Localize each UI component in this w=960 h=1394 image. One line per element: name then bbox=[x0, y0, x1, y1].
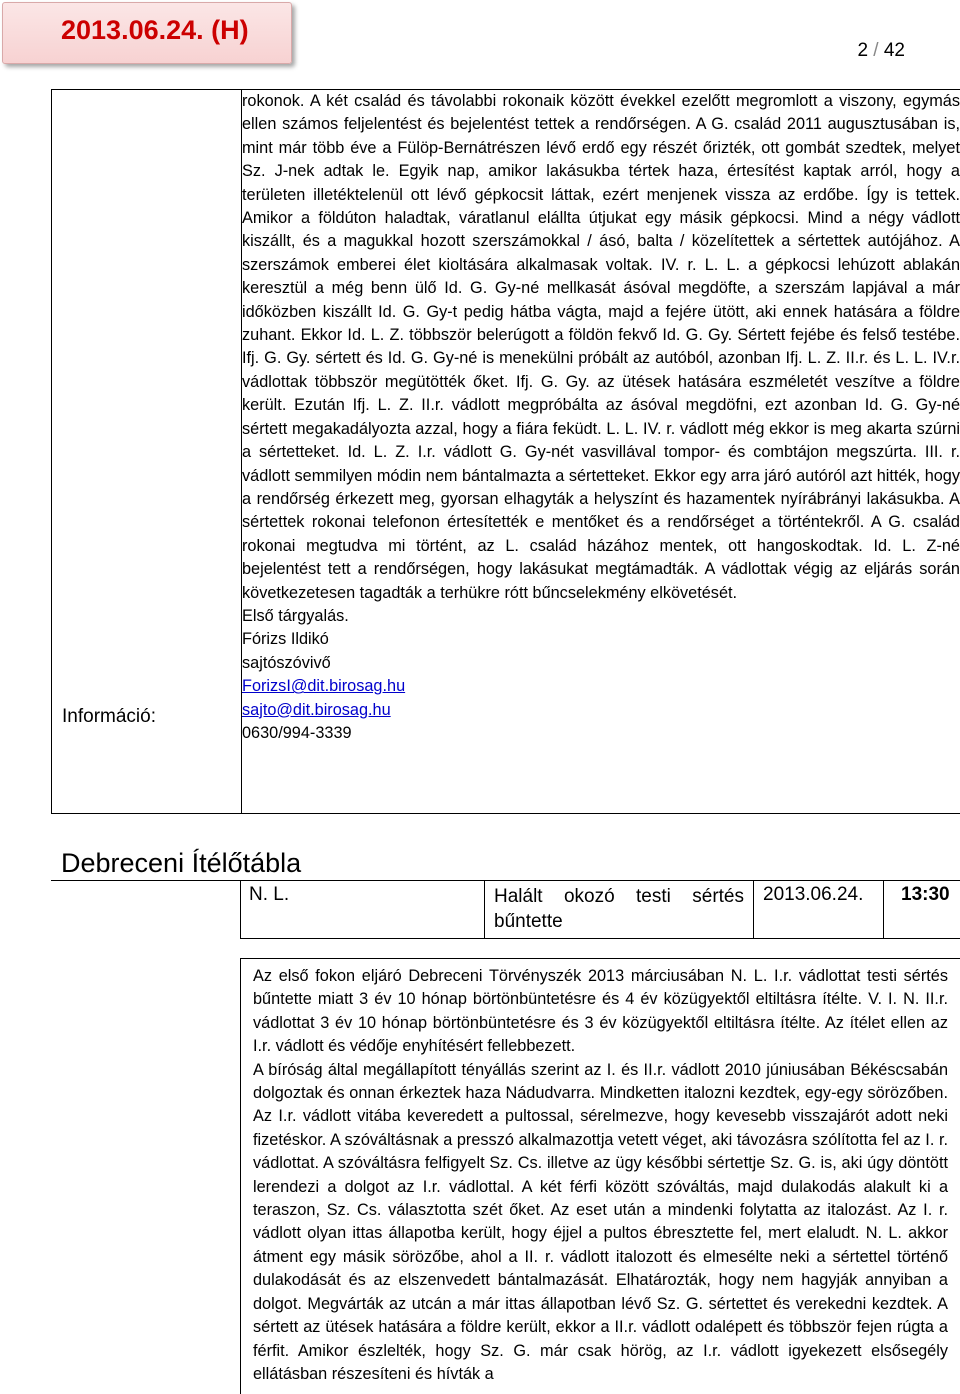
hearing-label: Első tárgyalás. bbox=[242, 605, 960, 628]
case-divider bbox=[484, 880, 485, 938]
info-paragraph: rokonok. A két család és távolabbi rokonaik között évekkel ezelőtt megromlott a viszony, egymás ellen számos feljelentést és bejelentést tettek a rendőrségen. A G. család 2011 augusztusában is, mint már több éve a Fülöp-Bernátrészen lévő erdő egy részét őrizték, ott gombát szedtek, melyet Sz. J-nek adtak le. Egyik nap, amikor lakásukba tértek haza, értesítést kaptak arról, hogy a területen illetéktelenül ott lévő gépkocsit láttak, ezért menjenek vissza az erdőbe. Így is tettek. Amikor a földúton haladtak, váratlanul elállta útjukat egy másik gépkocsi. Mind a négy vádlott kiszállt, és a magukkal hozott szerszámokkal / ásó, balta / közelítettek a sértettek autójához. A szerszámok emberei élet kioltására alkalmasak voltak. IV. r. L. L. a gépkocsi lehúzott ablakán keresztül a még benn ülő Id. G. Gy-né mellkasát ásóval megdöfte, a szerszám lapjával a már időközben kiszállt Id. G. Gy-t pedig hátba vágta, majd a fejére ütött, aki ennek hatására a földre zuhant. Ekkor Id. L. Z. többször belerúgott a földön fekvő Id. G. Gy. Sértett fejébe és felső testébe. Ifj. G. Gy. sértett és Id. G. Gy-né is menekülni próbált az autóból, azonban Ifj. L. Z. II.r. és L. L. IV.r. vádlottak többször megütötték őket. Ifj. G. Gy. az ütések hatására eszméletét veszítve a földre került. Ezután Ifj. L. Z. II.r. vádlott megpróbálta az ásóval megdöfni, ezt azonban Id. G. Gy-né sértett megakadályozta azzal, hogy a fiára feküdt. L. L. IV. r. vádlott még ekkor is meg akarta szúrni a sértetteket. Id. L. Z. I.r. vádlott G. Gy-nét vasvillával tompor- és combtájon megszúrta. III. r. vádlott semmilyen módin nem bántalmazta a sértetteket. Ekkor egy arra járó autóról azt hitték, hogy a rendőrség érkezett meg, gyorsan elhagyták a helyszínt és hazamentek nyírábrányi lakásukba. A sértettek rokonai telefonon értesítették e mentőket és a rendőrséget a történtekről. A G. család rokonai megtudva mi történt, az L. család házához mentek, ott hangoskodtak. Id. L. Z-né bejelentést tett a rendőrségen, hogy lakásukat megtámadták. A vádlottak végig az eljárás során következetesen tagadták a terhükre rótt bűncselekmény elkövetését. bbox=[242, 90, 960, 605]
case-details bbox=[240, 958, 960, 1394]
case-divider bbox=[883, 880, 884, 938]
phone-number: 0630/994-3339 bbox=[242, 722, 960, 745]
case-charge: Halált okozó testi sértés bűntette bbox=[494, 884, 744, 934]
page-separator: / bbox=[873, 40, 878, 61]
case-date: 2013.06.24. bbox=[763, 884, 863, 906]
page-total: 42 bbox=[884, 40, 905, 61]
case-time: 13:30 bbox=[901, 884, 950, 906]
info-text-cell bbox=[242, 90, 960, 814]
case-party: N. L. bbox=[249, 884, 289, 906]
info-label-cell bbox=[52, 90, 242, 814]
case-paragraph-1: Az első fokon eljáró Debreceni Törvényszék 2013 márciusában N. L. I.r. vádlottat testi sértés bűntette miatt 3 év 10 hónap börtönbüntetésre és 4 év közügyektől eltiltásra ítélte. V. I. N. II.r. vádlottat 3 év 10 hónap börtönbüntetésre és 3 év közügyektől eltiltásra ítélte. Az ítélet ellen az I.r. vádlott és védője enyhítésért fellebbezett. bbox=[253, 965, 948, 1059]
page-current: 2 bbox=[857, 40, 868, 61]
date-tab-label: 2013.06.24. (H) bbox=[61, 15, 249, 46]
email-link-2[interactable]: sajto@dit.birosag.hu bbox=[242, 701, 391, 719]
info-table bbox=[51, 89, 960, 814]
case-divider bbox=[753, 880, 754, 938]
date-tab bbox=[2, 2, 292, 64]
contact-name: Fórizs Ildikó bbox=[242, 628, 960, 651]
court-heading: Debreceni Ítélőtábla bbox=[61, 848, 301, 879]
case-header-row bbox=[240, 880, 960, 939]
info-label: Információ: bbox=[62, 706, 156, 728]
case-paragraph-2: A bíróság által megállapított tényállás szerint az I. és II.r. vádlott 2010 júniusában Békéscsabán dolgoztak és onnan érkeztek haza Nádudvarra. Mindketten italozni kezdtek, egy-egy sörözőben. Az I.r. vádlott vitába keveredett a pultossal, sérelmezve, hogy kevesebb visszajárót adott neki fizetéskor. A szóváltásnak a presszó alkalmazottja vetett véget, aki távozásra szólította fel az I. r. vádlottat. A szóváltásra felfigyelt Sz. Cs. illetve az ügy későbbi sértettje Sz. G. is, aki úgy döntött lerendezi a dolgot az I.r. vádlottal. A két férfi között szóváltás, majd dulakodás alakult ki a teraszon, Sz. Cs. választotta szét őket. Az eset után a mindenki folytatta az italozást. Az I. r. vádlott olyan ittas állapotba került, hogy éjjel a pultos ébresztette fel, mert elaludt. N. L. akkor átment egy másik sörözőbe, ahol a II. r. vádlott italozott és elmesélte neki a sértettel történő dulakodását és az elszenvedett bántalmazását. Elhatározták, hogy nem hagyják annyiban a dolgot. Megvárták az utcán a már ittas állapotban lévő Sz. G. sértettet és verekedni kezdtek. A sértett az ütések hatására a földre került, ekkor a II.r. vádlott odalépett és többször fejen rúgta a férfit. Amikor észlelték, hogy Sz. G. már csak hörög, az I.r. vádlott igyekezett elsősegély ellátásban részesíteni és hívták a bbox=[253, 1059, 948, 1387]
email-link-1[interactable]: ForizsI@dit.birosag.hu bbox=[242, 677, 405, 695]
contact-role: sajtószóvivő bbox=[242, 652, 960, 675]
page-number bbox=[857, 40, 905, 62]
